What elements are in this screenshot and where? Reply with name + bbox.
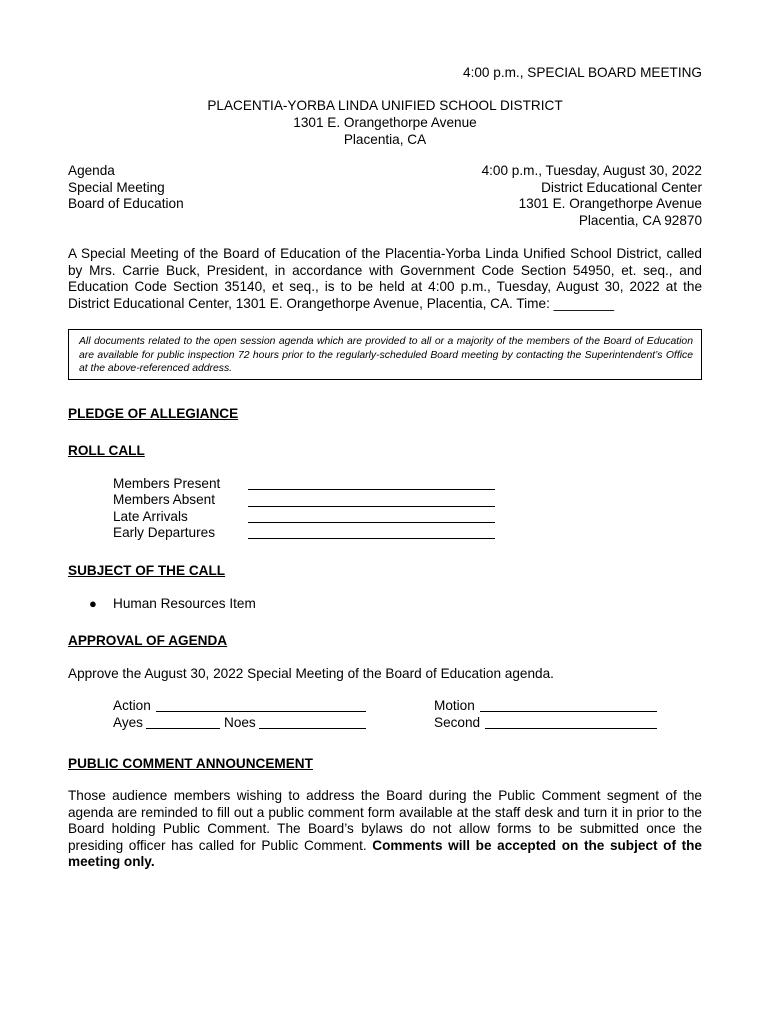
- motion-blank: [480, 698, 657, 712]
- district-city: Placentia, CA: [343, 132, 427, 147]
- roll-call-heading: ROLL CALL: [68, 443, 145, 458]
- meeting-address: 1301 E. Orangethorpe Avenue: [518, 196, 702, 211]
- board-label: Board of Education: [68, 196, 184, 211]
- subject-heading: SUBJECT OF THE CALL: [68, 563, 226, 578]
- roll-call-item: Late Arrivals: [113, 509, 188, 524]
- roll-call-item: Early Departures: [113, 525, 215, 540]
- meeting-type-label: Special Meeting: [68, 179, 165, 195]
- public-inspection-notice: All documents related to the open session agenda which are provided to all or a majority of the members of the Board of Education are available for public inspection 72 hours prior to the regularly-scheduled Board meeting by contacting the Superintendent’s Office at the above-referenced address.: [68, 329, 702, 380]
- noes-label: Noes: [224, 715, 256, 730]
- ayes-blank: [146, 715, 220, 729]
- meeting-time-header: 4:00 p.m., SPECIAL BOARD MEETING: [463, 65, 702, 80]
- roll-call-item: Members Absent: [113, 492, 215, 507]
- early-departures-blank: [248, 538, 495, 539]
- roll-call-item: Members Present: [113, 476, 221, 491]
- district-name: PLACENTIA-YORBA LINDA UNIFIED SCHOOL DISTRICT: [207, 98, 563, 113]
- meeting-location: District Educational Center: [541, 179, 702, 195]
- ayes-label: Ayes: [113, 715, 143, 730]
- meeting-info-right: [482, 163, 702, 229]
- public-comment-heading: PUBLIC COMMENT ANNOUNCEMENT: [68, 756, 313, 771]
- public-comment-text: Those audience members wishing to address the Board during the Public Comment segment of the agenda are reminded to fill out a public comment form available at the staff desk and turn it in prior to the Board holding Public Comment. The Board’s bylaws do not allow forms to be submitted once the presiding officer has called for Public Comment.: [68, 788, 702, 853]
- second-blank: [485, 715, 657, 729]
- members-present-blank: [248, 489, 495, 490]
- meeting-city: Placentia, CA 92870: [578, 212, 702, 228]
- noes-blank: [259, 715, 366, 729]
- motion-label: Motion: [434, 698, 475, 713]
- approval-text: Approve the August 30, 2022 Special Meeting of the Board of Education agenda.: [68, 666, 554, 681]
- subject-item: Human Resources Item: [113, 596, 256, 611]
- meeting-datetime: 4:00 p.m., Tuesday, August 30, 2022: [481, 163, 702, 178]
- late-arrivals-blank: [248, 522, 495, 523]
- district-address: 1301 E. Orangethorpe Avenue: [293, 115, 477, 130]
- public-comment-paragraph: [68, 788, 702, 871]
- intro-paragraph: A Special Meeting of the Board of Education of the Placentia-Yorba Linda Unified School District, called by Mrs. Carrie Buck, President, in accordance with Government Code Section 54950, et. seq., and Education Code Section 35140, et seq., is to be held at 4:00 p.m., Tuesday, August 30, 2022 at the District Educational Center, 1301 E. Orangethorpe Avenue, Placentia, CA. Time: ________: [68, 246, 702, 311]
- second-label: Second: [434, 715, 481, 730]
- bullet-icon: ●: [89, 596, 97, 611]
- members-absent-blank: [248, 506, 495, 507]
- approval-heading: APPROVAL OF AGENDA: [68, 633, 228, 648]
- action-label: Action: [113, 698, 151, 713]
- agenda-label: Agenda: [68, 163, 115, 178]
- pledge-heading: PLEDGE OF ALLEGIANCE: [68, 406, 239, 421]
- public-comment-bold-text: Comments will be accepted on the subject of the meeting only.: [68, 837, 702, 869]
- meeting-info-left: [68, 163, 184, 213]
- action-blank: [156, 698, 366, 712]
